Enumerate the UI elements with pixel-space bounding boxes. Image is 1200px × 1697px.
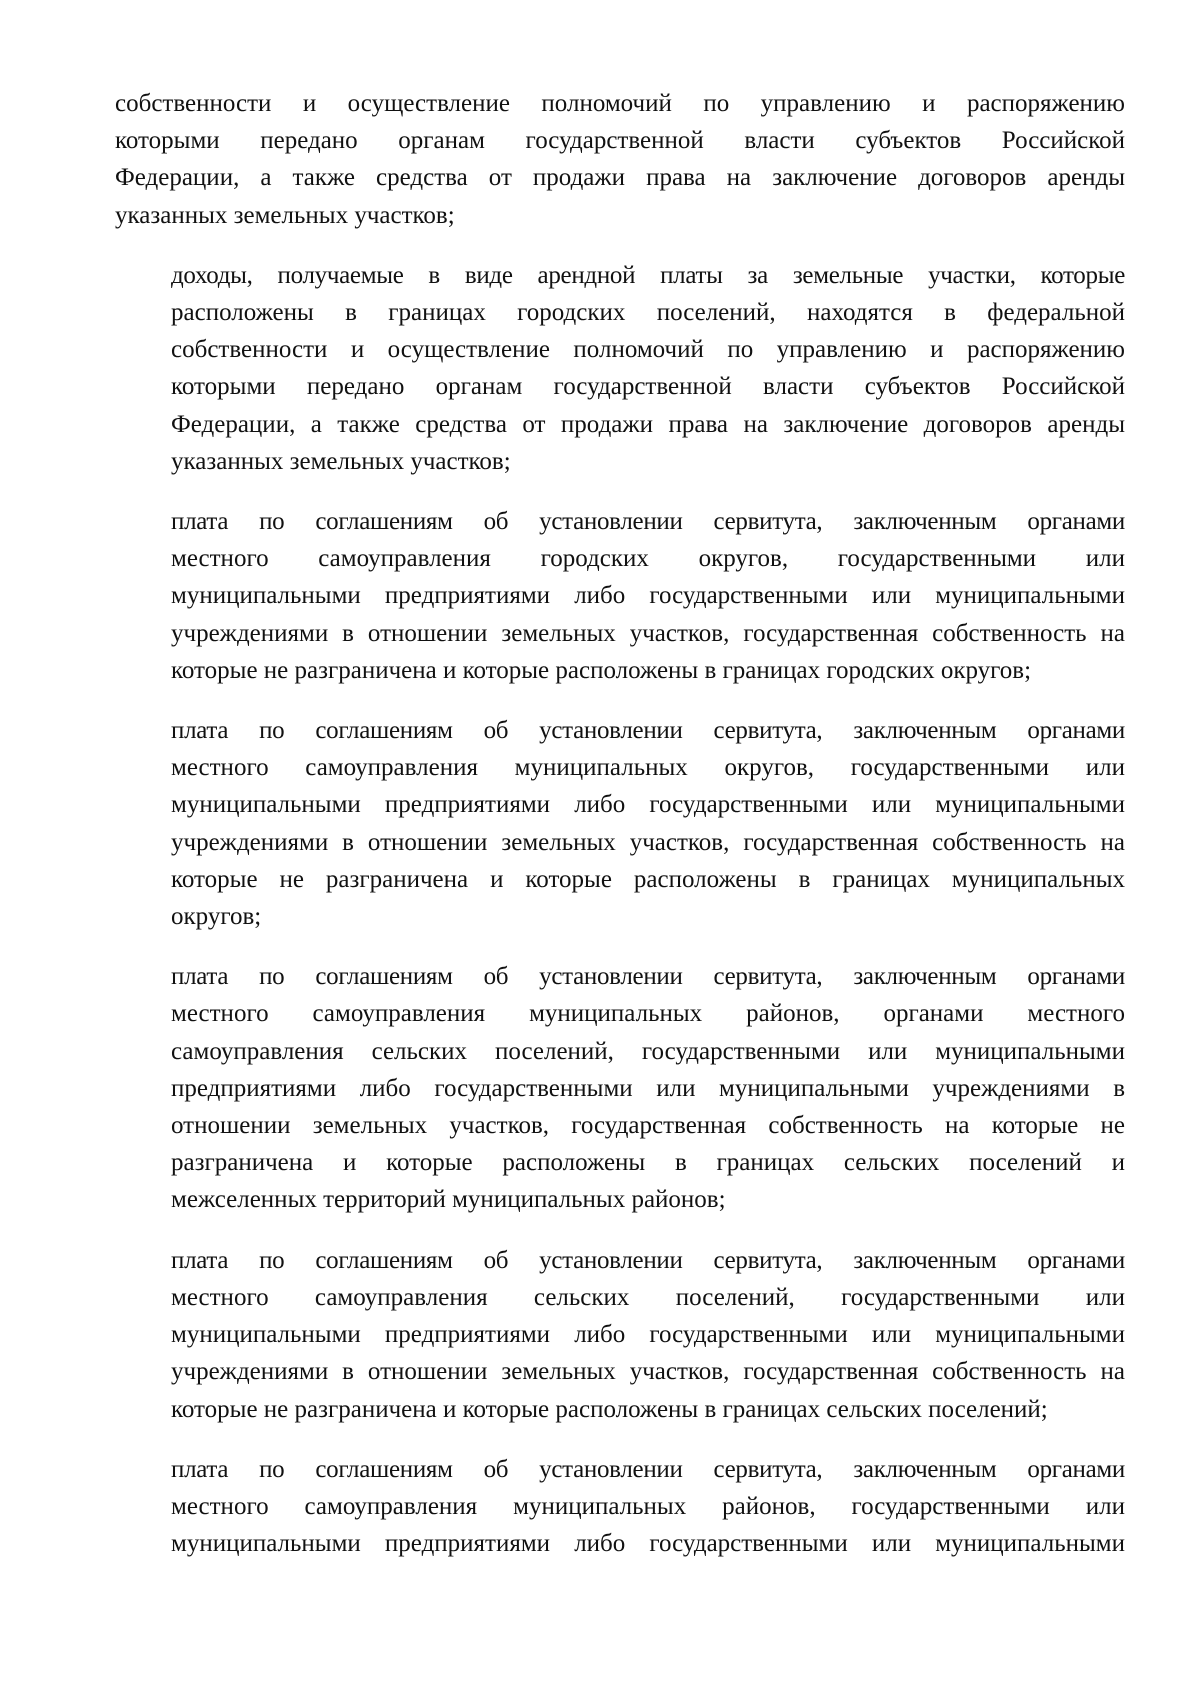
text-line: доходы, получаемые в виде арендной платы за земельные участки, которые [171,261,1125,289]
text-line: указанных земельных участков; [171,447,511,475]
text-line: указанных земельных участков; [115,201,455,229]
document-paragraph [115,712,1125,935]
text-line: которыми передано органам государственной власти субъектов Российской [171,373,1125,401]
document-body [115,85,1125,1585]
text-line: которые не разграничена и которые расположены в границах сельских поселений; [171,1395,1048,1423]
text-line: местного самоуправления сельских поселений, государственными или [171,1283,1125,1311]
document-paragraph [115,1242,1125,1428]
text-line: которые не разграничена и которые расположены в границах муниципальных [171,865,1125,893]
text-line: предприятиями либо государственными или муниципальными учреждениями в [171,1074,1125,1102]
text-line: самоуправления сельских поселений, государственными или муниципальными [171,1037,1125,1065]
text-line: собственности и осуществление полномочий по управлению и распоряжению [171,336,1125,364]
document-paragraph [115,958,1125,1218]
text-line: местного самоуправления муниципальных районов, государственными или [171,1492,1125,1520]
text-line: плата по соглашениям об установлении сервитута, заключенным органами [171,508,1125,536]
text-line: Федерации, а также средства от продажи права на заключение договоров аренды [115,164,1125,192]
text-line: плата по соглашениям об установлении сервитута, заключенным органами [171,1455,1125,1483]
document-paragraph [115,503,1125,689]
text-line: учреждениями в отношении земельных участков, государственная собственность на [171,1358,1125,1386]
text-line: Федерации, а также средства от продажи права на заключение договоров аренды [171,410,1125,438]
text-line: отношении земельных участков, государственная собственность на которые не [171,1112,1125,1140]
text-line: которые не разграничена и которые расположены в границах городских округов; [171,656,1032,684]
text-line: муниципальными предприятиями либо государственными или муниципальными [171,791,1125,819]
text-line: округов; [171,903,262,931]
text-line: учреждениями в отношении земельных участков, государственная собственность на [171,619,1125,647]
text-line: муниципальными предприятиями либо государственными или муниципальными [171,582,1125,610]
document-paragraph [115,85,1125,234]
text-line: учреждениями в отношении земельных участков, государственная собственность на [171,828,1125,856]
text-line: плата по соглашениям об установлении сервитута, заключенным органами [171,963,1125,991]
text-line: муниципальными предприятиями либо государственными или муниципальными [171,1321,1125,1349]
text-line: плата по соглашениям об установлении сервитута, заключенным органами [171,717,1125,745]
text-line: межселенных территорий муниципальных районов; [171,1186,726,1214]
text-line: разграничена и которые расположены в границах сельских поселений и [171,1149,1125,1177]
document-paragraph [115,1451,1125,1563]
text-line: плата по соглашениям об установлении сервитута, заключенным органами [171,1246,1125,1274]
text-line: расположены в границах городских поселений, находятся в федеральной [171,299,1125,327]
text-line: местного самоуправления муниципальных районов, органами местного [171,1000,1125,1028]
text-line: которыми передано органам государственной власти субъектов Российской [115,127,1125,155]
text-line: местного самоуправления городских округов, государственными или [171,545,1125,573]
text-line: муниципальными предприятиями либо государственными или муниципальными [171,1530,1125,1558]
document-paragraph [115,257,1125,480]
text-line: собственности и осуществление полномочий по управлению и распоряжению [115,90,1125,117]
text-line: местного самоуправления муниципальных округов, государственными или [171,754,1125,782]
